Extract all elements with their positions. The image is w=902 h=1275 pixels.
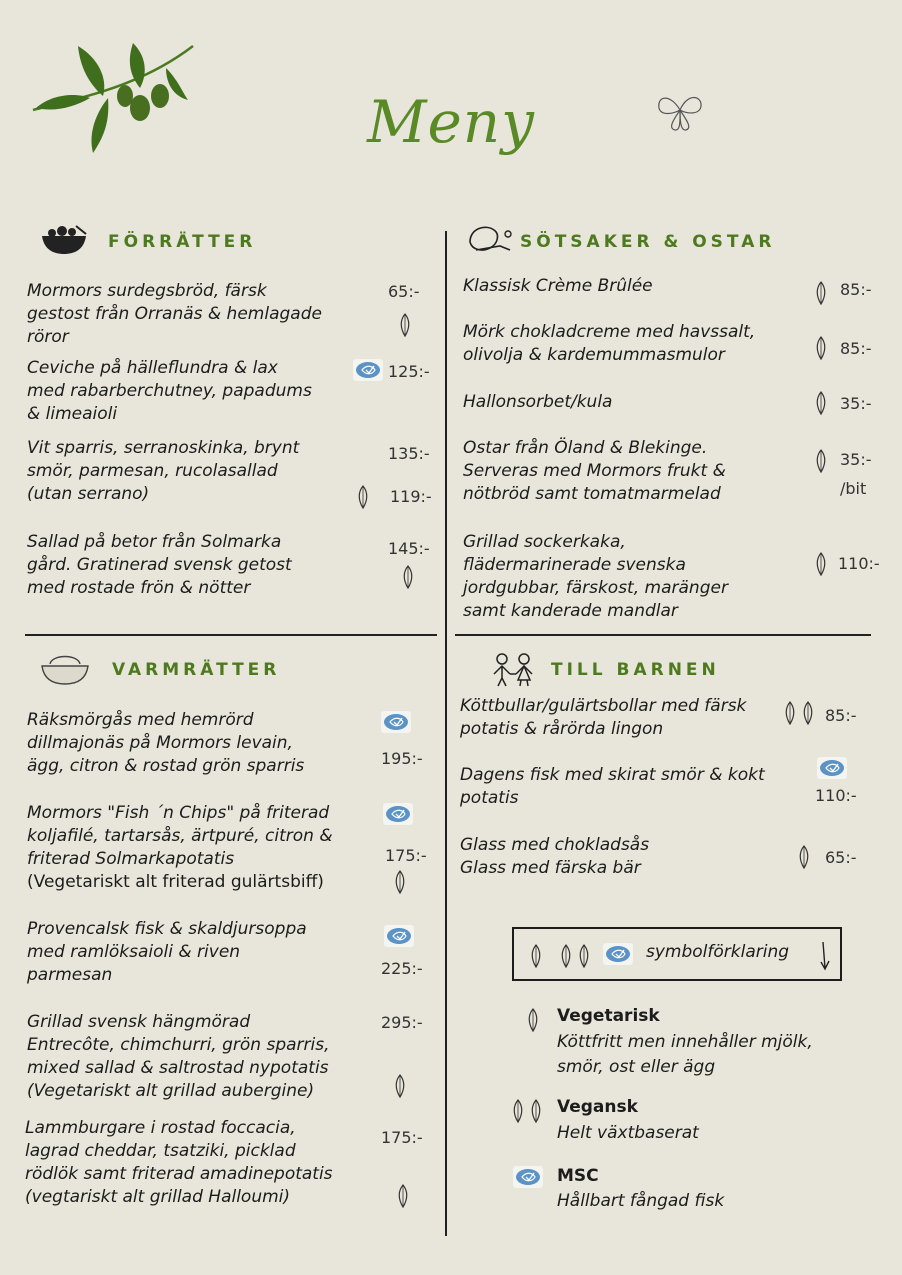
barnen-price-2: 110:-: [815, 786, 857, 805]
msc-fish-icon: [353, 359, 383, 381]
varmratter-price-2: 175:-: [385, 846, 427, 865]
children-icon: [488, 652, 538, 688]
forratter-price-3: 135:-: [388, 444, 430, 463]
msc-fish-icon: [513, 1166, 543, 1188]
leaf-icon: [397, 1183, 409, 1213]
leaf-icon: [784, 700, 796, 730]
legend-msc-desc: Hållbart fångad fisk: [557, 1191, 725, 1211]
legend-box-label: symbolförklaring: [646, 942, 790, 962]
leaf-icon: [578, 943, 590, 973]
msc-fish-icon: [384, 925, 414, 947]
sotsaker-item-1: Klassisk Crème Brûlée: [463, 276, 653, 296]
forratter-price-1: 65:-: [388, 282, 420, 301]
leaf-icon: [560, 943, 572, 973]
forratter-item-2: Ceviche på hälleflundra & lax med rabarberchutney, papadums & limeaioli: [27, 358, 312, 424]
varmratter-item-3: Provencalsk fisk & skaldjursoppa med ramlöksaioli & riven parmesan: [27, 919, 307, 985]
forratter-item-1: Mormors surdegsbröd, färsk gestost från Orranäs & hemlagade röror: [27, 281, 322, 347]
leaf-icon: [399, 312, 411, 342]
sotsaker-price-4: 35:-: [840, 450, 872, 469]
legend-vegetarian-title: Vegetarisk: [557, 1006, 660, 1026]
leaf-icon: [530, 943, 542, 973]
msc-fish-icon: [383, 803, 413, 825]
varmratter-price-1: 195:-: [381, 749, 423, 768]
leaf-icon: [802, 700, 814, 730]
bowl-icon: [40, 650, 90, 686]
barnen-item-3: Glass med chokladsås Glass med färska bär: [460, 835, 650, 878]
forratter-item-3: Vit sparris, serranoskinka, brynt smör, parmesan, rucolasallad (utan serrano): [27, 438, 300, 504]
msc-fish-icon: [817, 757, 847, 779]
varmratter-price-5: 175:-: [381, 1128, 423, 1147]
leaf-icon: [530, 1098, 542, 1128]
varmratter-item-2: Mormors "Fish ´n Chips" på friterad koljafilé, tartarsås, ärtpuré, citron & friterad Solmarkapotatis (Vegetariskt alt friterad gulärtsbiff): [27, 803, 333, 892]
sotsaker-price-1: 85:-: [840, 280, 872, 299]
salad-bowl-icon: [40, 224, 88, 256]
varmratter-price-3: 225:-: [381, 959, 423, 978]
leaf-icon: [798, 844, 810, 874]
sotsaker-price-4-unit: /bit: [840, 479, 867, 498]
leaf-icon: [815, 448, 827, 478]
forratter-item-4: Sallad på betor från Solmarka gård. Gratinerad svensk getost med rostade frön & nötter: [27, 532, 292, 598]
sotsaker-item-4: Ostar från Öland & Blekinge. Serveras med Mormors frukt & nötbröd samt tomatmarmelad: [463, 438, 726, 504]
barnen-price-3: 65:-: [825, 848, 857, 867]
left-horizontal-divider: [25, 634, 437, 636]
butterfly-icon: [655, 88, 705, 133]
msc-fish-icon: [381, 711, 411, 733]
forratter-price-3b: 119:-: [390, 487, 432, 506]
page-title: Meny: [367, 88, 535, 156]
msc-fish-icon: [603, 943, 633, 965]
sotsaker-price-3: 35:-: [840, 394, 872, 413]
leaf-icon: [394, 869, 406, 899]
varmratter-price-4: 295:-: [381, 1013, 423, 1032]
leaf-icon: [394, 1073, 406, 1103]
sotsaker-price-2: 85:-: [840, 339, 872, 358]
legend-msc-title: MSC: [557, 1166, 599, 1186]
leaf-icon: [527, 1007, 539, 1037]
barnen-item-2: Dagens fisk med skirat smör & kokt potatis: [460, 765, 765, 808]
legend-vegan-desc: Helt växtbaserat: [557, 1123, 699, 1143]
leaf-icon: [402, 564, 414, 594]
forratter-price-2: 125:-: [388, 362, 430, 381]
barnen-heading: TILL BARNEN: [551, 660, 720, 680]
sotsaker-price-5: 110:-: [838, 554, 880, 573]
sotsaker-item-3: Hallonsorbet/kula: [463, 392, 613, 412]
legend-vegan-title: Vegansk: [557, 1097, 638, 1117]
forratter-heading: FÖRRÄTTER: [108, 232, 257, 252]
leaf-icon: [815, 335, 827, 365]
varmratter-heading: VARMRÄTTER: [112, 660, 281, 680]
arrow-down-icon: [818, 940, 832, 972]
varmratter-item-5: Lammburgare i rostad foccacia, lagrad cheddar, tsatziki, picklad rödlök samt friterad amadinepotatis (vegtariskt alt grillad Halloumi): [25, 1118, 333, 1207]
varmratter-item-4: Grillad svensk hängmörad Entrecôte, chimchurri, grön sparris, mixed sallad & saltrostad nypotatis (Vegetariskt alt grillad aubergine): [27, 1012, 330, 1101]
leaf-icon: [512, 1098, 524, 1128]
leaf-icon: [357, 484, 369, 514]
barnen-price-1: 85:-: [825, 706, 857, 725]
barnen-item-1: Köttbullar/gulärtsbollar med färsk potatis & rårörda lingon: [460, 696, 747, 739]
leaf-icon: [815, 551, 827, 581]
leaf-icon: [815, 280, 827, 310]
sotsaker-item-5: Grillad sockerkaka, flädermarinerade svenska jordgubbar, färskost, maränger samt kanderade mandlar: [463, 532, 728, 621]
vertical-divider: [445, 231, 447, 1236]
sotsaker-item-2: Mörk chokladcreme med havssalt, olivolja & kardemummasmulor: [463, 322, 756, 365]
legend-vegetarian-desc: Köttfritt men innehåller mjölk, smör, ost eller ägg: [557, 1032, 813, 1077]
leaf-icon: [815, 390, 827, 420]
dessert-icon: [466, 220, 514, 260]
varmratter-item-1: Räksmörgås med hemrörd dillmajonäs på Mormors levain, ägg, citron & rostad grön sparris: [27, 710, 305, 776]
forratter-price-4: 145:-: [388, 539, 430, 558]
sotsaker-heading: SÖTSAKER & OSTAR: [520, 232, 776, 252]
right-horizontal-divider: [455, 634, 871, 636]
